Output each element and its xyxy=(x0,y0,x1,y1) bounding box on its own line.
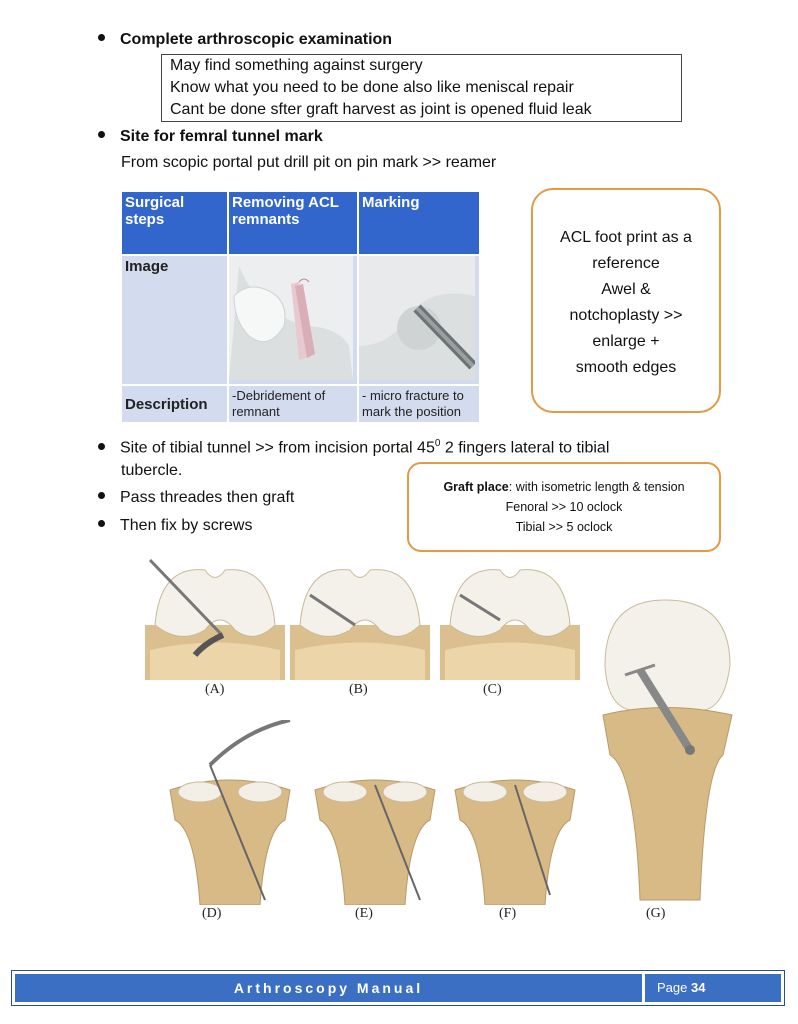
bullet-text: Pass threades then graft xyxy=(120,489,295,506)
bullet-text: Then fix by screws xyxy=(120,517,253,534)
tibia-figure-e xyxy=(310,720,440,905)
knee-figure-c xyxy=(440,555,580,680)
tibial-text-b: 2 fingers lateral to tibial xyxy=(440,439,610,457)
footer-page-label: Page xyxy=(657,980,688,995)
bullet-text: Complete arthroscopic examination xyxy=(120,31,393,48)
tibial-text-a: Site of tibial tunnel >> from incision portal 45 xyxy=(120,439,435,457)
caption-g: (G) xyxy=(646,906,666,921)
surgical-steps-table xyxy=(120,190,481,424)
footer-title: Arthroscopy Manual xyxy=(15,974,642,1002)
caption-e: (E) xyxy=(355,906,373,921)
tibia-figure-f xyxy=(450,720,580,905)
knee-figure-a xyxy=(145,555,285,680)
femoral-note: From scopic portal put drill pit on pin mark >> reamer xyxy=(121,154,497,171)
bullet-dot xyxy=(98,34,105,41)
graft-place-rest: : with isometric length & tension xyxy=(508,480,685,494)
table-header: Marking xyxy=(358,191,480,255)
graft-place-box xyxy=(407,462,721,552)
row-label-image: Image xyxy=(121,255,228,385)
exam-notes-box xyxy=(161,54,682,122)
caption-b: (B) xyxy=(349,682,368,697)
acl-footprint-box xyxy=(531,188,721,413)
bullet-fix-screws xyxy=(98,516,252,536)
description-marking: - micro fracture to mark the position xyxy=(358,385,480,423)
acl-box-line: reference xyxy=(592,255,660,272)
acl-remnant-image xyxy=(229,256,353,380)
bullet-complete-exam xyxy=(98,30,392,50)
caption-a: (A) xyxy=(205,682,225,697)
tibia-figure-d xyxy=(165,720,295,905)
image-cell-remnants xyxy=(228,255,358,385)
acl-box-line: Awel & xyxy=(601,281,651,298)
exam-note: May find something against surgery xyxy=(170,57,423,74)
bullet-tibial-tunnel xyxy=(98,434,609,458)
bullet-dot xyxy=(98,443,105,450)
tibial-text-line2: tubercle. xyxy=(121,462,183,479)
graft-tibial: Tibial >> 5 oclock xyxy=(515,520,613,534)
acl-box-line: notchoplasty >> xyxy=(569,307,683,324)
description-remnants: -Debridement of remnant xyxy=(228,385,358,423)
acl-box-line: smooth edges xyxy=(575,359,677,376)
table-header: Removing ACL remnants xyxy=(228,191,358,255)
page-footer xyxy=(11,970,785,1006)
bullet-text: Site for femral tunnel mark xyxy=(120,128,323,145)
marking-image xyxy=(359,256,475,380)
knee-figure-b xyxy=(290,555,430,680)
table-header: Surgical steps xyxy=(121,191,228,255)
acl-box-line: ACL foot print as a xyxy=(560,229,692,246)
bullet-femoral-site xyxy=(98,127,323,147)
caption-d: (D) xyxy=(202,906,222,921)
degree-superscript: 0 xyxy=(434,438,441,449)
caption-c: (C) xyxy=(483,682,502,697)
acl-box-line: enlarge + xyxy=(592,333,660,350)
footer-page xyxy=(645,974,781,1002)
graft-place-line xyxy=(409,477,719,497)
exam-note: Know what you need to be done also like meniscal repair xyxy=(170,79,574,96)
knee-figure-g xyxy=(595,595,740,905)
exam-note: Cant be done sfter graft harvest as joint is opened fluid leak xyxy=(170,101,592,118)
graft-place-label: Graft place xyxy=(443,480,509,494)
bullet-pass-graft xyxy=(98,488,294,508)
caption-f: (F) xyxy=(499,906,517,921)
row-label-description: Description xyxy=(121,385,228,423)
bullet-dot xyxy=(98,492,105,499)
graft-femoral: Fenoral >> 10 oclock xyxy=(505,500,623,514)
bullet-dot xyxy=(98,131,105,138)
footer-page-number: 34 xyxy=(691,980,706,995)
bullet-dot xyxy=(98,520,105,527)
image-cell-marking xyxy=(358,255,480,385)
